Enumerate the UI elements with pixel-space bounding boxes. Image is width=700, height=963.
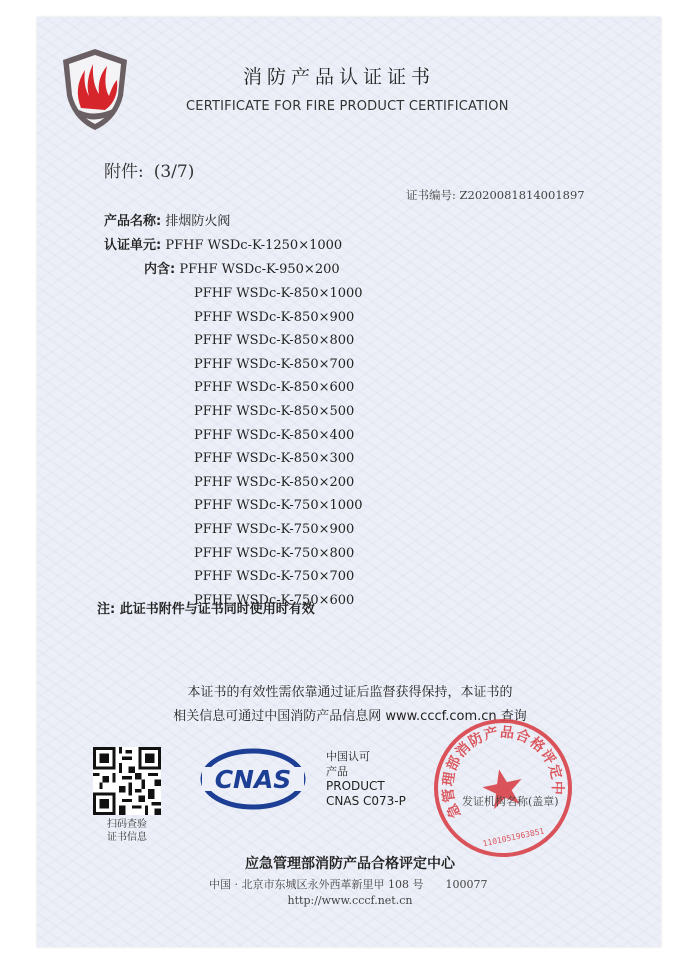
product-name-label: 产品名称: — [104, 214, 162, 229]
qr-code[interactable] — [93, 747, 161, 815]
model-item: PFHF WSDc-K-850×400 — [194, 427, 355, 443]
qr-caption-line2: 证书信息 — [107, 832, 147, 843]
certification-unit-value: PFHF WSDc-K-1250×1000 — [165, 238, 343, 253]
validity-statement-line2: 相关信息可通过中国消防产品信息网 www.cccf.com.cn 查询 — [173, 709, 527, 724]
title-english: CERTIFICATE FOR FIRE PRODUCT CERTIFICATION — [186, 99, 509, 114]
model-item: PFHF WSDc-K-850×300 — [194, 451, 355, 467]
includes-label: 内含: — [144, 262, 176, 277]
annex-pages: (3/7) — [153, 162, 195, 182]
fire-certification-logo — [59, 46, 131, 132]
issuer-label: 发证机构名称(盖章) — [462, 795, 559, 808]
model-item: PFHF WSDc-K-750×700 — [194, 569, 355, 585]
model-item: PFHF WSDc-K-750×600 — [194, 592, 355, 608]
issuer-address: 中国 · 北京市东城区永外西革新里甲 108 号 100077 — [209, 878, 488, 891]
validity-note: 注: 此证书附件与证书同时使用时有效 — [97, 602, 315, 617]
model-item: PFHF WSDc-K-850×1000 — [194, 286, 363, 301]
cnas-accreditation-text — [326, 749, 406, 809]
annex-label: 附件: — [104, 162, 144, 182]
model-item: PFHF WSDc-K-750×800 — [194, 545, 355, 561]
seal-code: 1101051963851 — [481, 826, 546, 849]
annex-heading — [104, 157, 194, 182]
includes-first-model: PFHF WSDc-K-950×200 — [179, 262, 340, 277]
certificate-number: 证书编号: Z2020081814001897 — [406, 188, 585, 202]
seal-ring-text: 应急管理部消防产品合格评定中心 — [440, 724, 565, 821]
model-item: PFHF WSDc-K-850×500 — [194, 403, 355, 419]
cnas-line2: 产品 — [326, 765, 348, 778]
issuing-center-name: 应急管理部消防产品合格评定中心 — [245, 856, 455, 872]
qr-caption-line1: 扫码查验 — [107, 819, 147, 830]
qr-caption — [91, 818, 163, 844]
model-item: PFHF WSDc-K-850×900 — [194, 309, 355, 325]
official-seal — [428, 713, 578, 863]
validity-statement-line1: 本证书的有效性需依靠通过证后监督获得保持，本证书的 — [187, 685, 513, 700]
model-item: PFHF WSDc-K-850×200 — [194, 474, 355, 490]
certification-unit-label: 认证单元: — [104, 238, 162, 253]
certification-unit-row — [104, 234, 342, 253]
issuer-website[interactable]: http://www.cccf.net.cn — [287, 894, 413, 907]
product-name-row — [104, 210, 230, 229]
model-item: PFHF WSDc-K-850×700 — [194, 356, 355, 372]
product-name-value: 排烟防火阀 — [165, 214, 231, 229]
cnas-logo-text: CNAS — [214, 765, 292, 794]
cnas-line4: CNAS C073-P — [326, 794, 406, 808]
cnas-logo — [200, 747, 306, 811]
includes-row — [144, 258, 340, 277]
model-item: PFHF WSDc-K-750×1000 — [194, 498, 363, 514]
model-item: PFHF WSDc-K-850×800 — [194, 333, 355, 349]
model-item: PFHF WSDc-K-750×900 — [194, 521, 355, 537]
cnas-line3: PRODUCT — [326, 779, 385, 793]
cnas-line1: 中国认可 — [326, 750, 370, 763]
model-list — [194, 282, 363, 612]
model-item: PFHF WSDc-K-850×600 — [194, 380, 355, 396]
title-chinese: 消防产品认证证书 — [243, 66, 436, 88]
